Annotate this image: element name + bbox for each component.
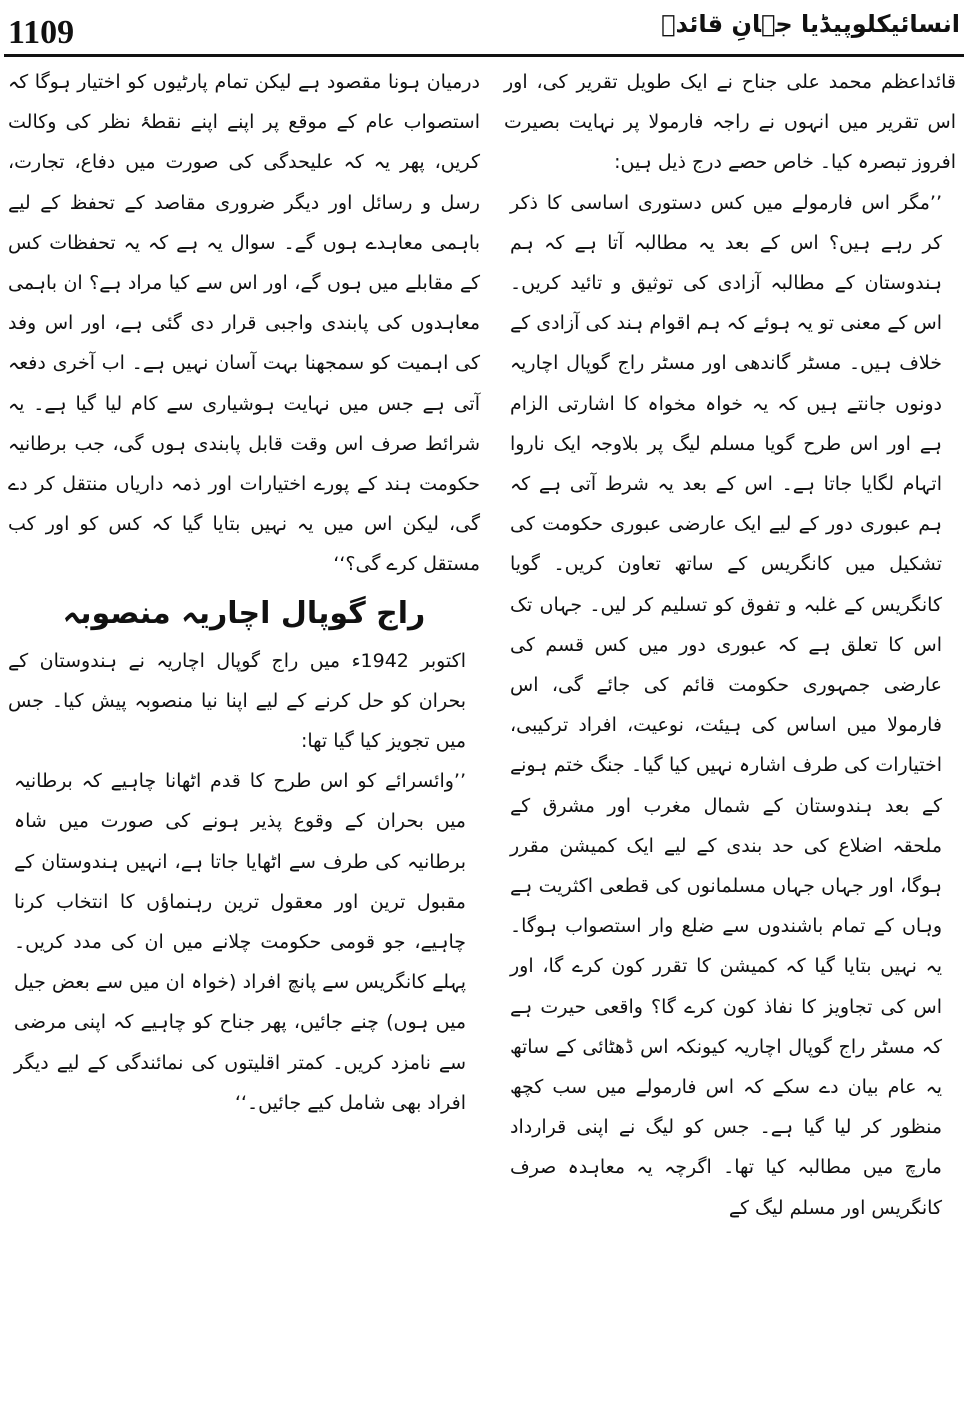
running-title: انسائیکلوپیڈیا جہانِ قائدؒ <box>661 10 960 38</box>
page-number: 1109 <box>8 14 75 51</box>
left-column <box>8 62 480 1123</box>
intro-paragraph: قائداعظم محمد علی جناح نے ایک طویل تقریر کی، اور اس تقریر میں انہوں نے راجہ فارمولا پر نہایت بصیرت افروز تبصرہ کیا۔ خاص حصے درج ذیل ہیں: <box>504 71 956 174</box>
section-heading: راج گوپال اچاریہ منصوبہ <box>62 595 426 631</box>
right-column <box>504 62 956 1228</box>
header-rule <box>4 54 964 57</box>
section-intro: اکتوبر 1942ء میں راج گوپال اچاریہ نے ہندوستان کے بحران کو حل کرنے کے لیے اپنا نیا منصوبہ پیش کیا۔ جس میں تجویز کیا گیا تھا: <box>8 649 466 753</box>
page-header <box>0 0 968 52</box>
plan-quote: ’’وائسرائے کو اس طرح کا قدم اٹھانا چاہیے کہ برطانیہ میں بحران کے وقوع پذیر ہونے کی صورت میں شاہ برطانیہ کی طرف سے اٹھایا جاتا ہے، انہیں ہندوستان کے مقبول ترین اور معقول ترین رہنماؤں کا انتخاب کرنا چاہیے، جو قومی حکومت چلانے میں ان کی مدد کریں۔ پہلے کانگریس سے پانچ افراد (خواہ ان میں سے بعض جیل میں ہوں) چنے جائیں، پھر جناح کو چاہیے کہ اپنی مرضی سے نامزد کریں۔ کمتر اقلیتوں کی نمائندگی کے لیے دیگر افراد بھی شامل کیے جائیں۔‘‘ <box>14 770 466 1114</box>
quote-continuation: درمیان ہونا مقصود ہے لیکن تمام پارٹیوں کو اختیار ہوگا کہ استصواب عام کے موقع پر اپنے اپنے نقطۂ نظر کی وکالت کریں، پھر یہ کہ علیحدگی کی صورت میں دفاع، تجارت، رسل و رسائل اور دیگر ضروری مقاصد کے تحفظ کے لیے باہمی معاہدے ہوں گے۔ سوال یہ ہے کہ یہ تحفظات کس کے مقابلے میں ہوں گے، اور اس سے کیا مراد ہے؟ ان باہمی معاہدوں کی پابندی واجبی قرار دی گئی ہے، اور اس وفد کی اہمیت کو سمجھنا بہت آسان نہیں ہے۔ اب آخری دفعہ آتی ہے جس میں نہایت ہوشیاری سے کام لیا گیا ہے۔ یہ شرائط صرف اس وقت قابل پابندی ہوں گی، جب برطانیہ حکومت ہند کے پورے اختیارات اور ذمہ داریاں منتقل کر دے گی، لیکن اس میں یہ نہیں بتایا گیا کہ کس کو اور کب مستقل کرے گی؟‘‘ <box>8 71 480 576</box>
quaid-quote: ’’مگر اس فارمولے میں کس دستوری اساسی کا ذکر کر رہے ہیں؟ اس کے بعد یہ مطالبہ آتا ہے کہ ہم ہندوستان کے مطالبہ آزادی کی توثیق و تائید کریں۔ اس کے معنی تو یہ ہوئے کہ ہم اقوام ہند کی آزادی کے خلاف ہیں۔ مسٹر گاندھی اور مسٹر راج گوپال اچاریہ دونوں جانتے ہیں کہ یہ خواہ مخواہ کا اشارتی الزام ہے اور اس طرح گویا مسلم لیگ پر بلاوجہ ایک ناروا اتہام لگایا جاتا ہے۔ اس کے بعد یہ شرط آتی ہے کہ ہم عبوری دور کے لیے ایک عارضی عبوری حکومت کی تشکیل میں کانگریس کے ساتھ تعاون کریں۔ گویا کانگریس کے غلبہ و تفوق کو تسلیم کر لیں۔ جہاں تک اس کا تعلق ہے کہ عبوری دور میں کس قسم کی عارضی جمہوری حکومت قائم کی جائے گی، اس فارمولا میں اساس کی ہیئت، نوعیت، افراد ترکیبی، اختیارات کی طرف اشارہ نہیں کیا گیا۔ جنگ ختم ہونے کے بعد ہندوستان کے شمال مغرب اور مشرق کے ملحقہ اضلاع کی حد بندی کے لیے ایک کمیشن مقرر ہوگا، اور جہاں جہاں مسلمانوں کی قطعی اکثریت ہے وہاں کے تمام باشندوں سے ضلع وار استصواب ہوگا۔ یہ نہیں بتایا گیا کہ کمیشن کا تقرر کون کرے گا، اور اس کی تجاویز کا نفاذ کون کرے گا؟ واقعی حیرت ہے کہ مسٹر راج گوپال اچاریہ کیونکہ اس ڈھٹائی کے ساتھ یہ عام بیان دے سکے کہ اس فارمولے میں سب کچھ منظور کر لیا گیا ہے۔ جس کو لیگ نے اپنی قرارداد مارچ میں مطالبہ کیا تھا۔ اگرچہ یہ معاہدہ صرف کانگریس اور مسلم لیگ کے <box>510 191 942 1219</box>
